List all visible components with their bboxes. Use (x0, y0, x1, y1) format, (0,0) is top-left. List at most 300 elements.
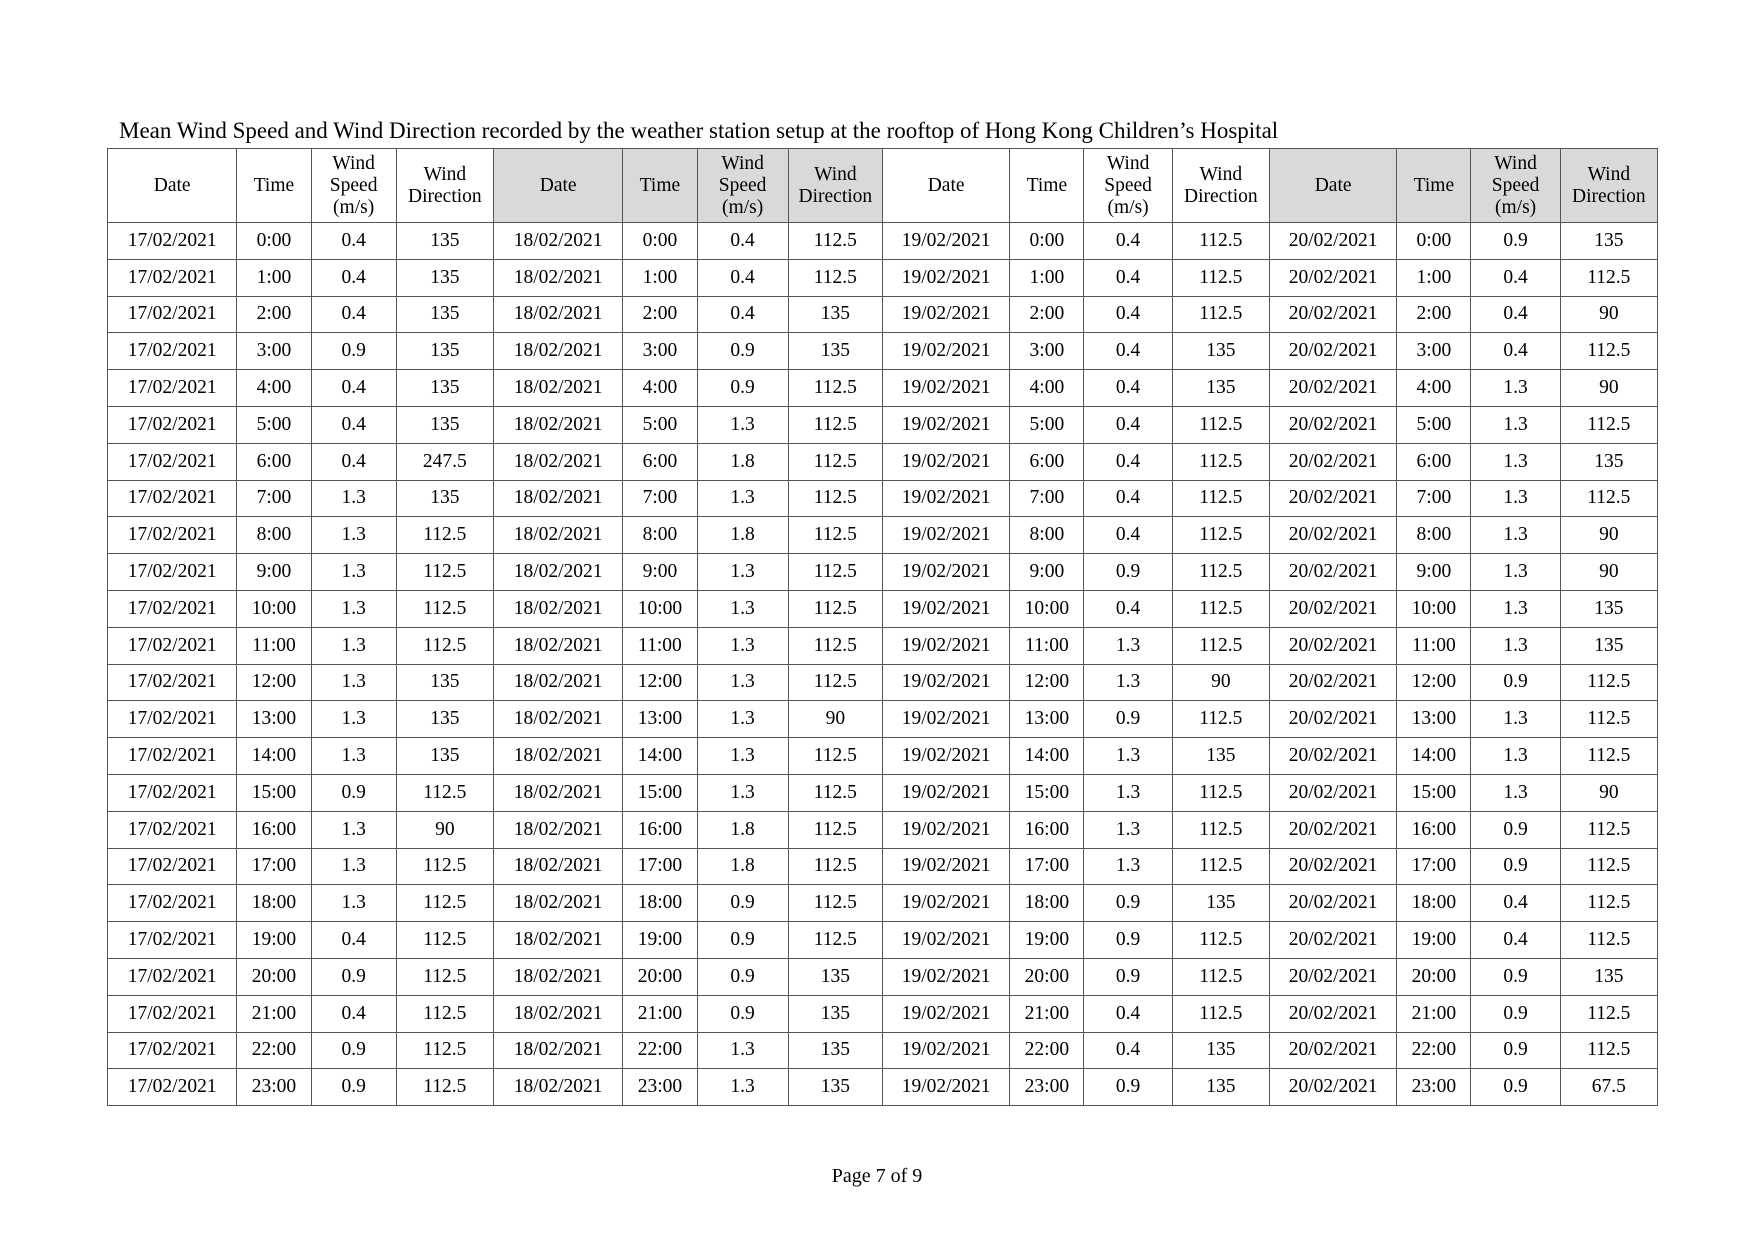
date-cell: 17/02/2021 (108, 1069, 237, 1106)
date-cell: 18/02/2021 (493, 958, 622, 995)
date-cell: 17/02/2021 (108, 701, 237, 738)
date-cell: 17/02/2021 (108, 590, 237, 627)
date-cell: 19/02/2021 (882, 554, 1009, 591)
wind-direction-cell: 112.5 (788, 443, 882, 480)
date-cell: 18/02/2021 (493, 480, 622, 517)
date-cell: 18/02/2021 (493, 333, 622, 370)
wind-speed-cell: 1.3 (697, 627, 788, 664)
time-cell: 7:00 (623, 480, 697, 517)
time-cell: 22:00 (1397, 1032, 1471, 1069)
wind-direction-cell: 112.5 (1172, 811, 1269, 848)
table-row (108, 296, 1658, 333)
wind-speed-cell: 0.9 (1471, 811, 1560, 848)
wind-direction-cell: 135 (396, 370, 493, 407)
time-cell: 17:00 (237, 848, 311, 885)
table-row (108, 627, 1658, 664)
time-cell: 18:00 (237, 885, 311, 922)
table-row (108, 848, 1658, 885)
wind-direction-cell: 135 (396, 701, 493, 738)
wind-speed-cell: 0.9 (1471, 1069, 1560, 1106)
wind-speed-cell: 1.3 (1084, 774, 1172, 811)
date-cell: 19/02/2021 (882, 333, 1009, 370)
date-cell: 20/02/2021 (1269, 1069, 1396, 1106)
wind-direction-cell: 112.5 (1560, 664, 1657, 701)
wind-direction-cell: 112.5 (1172, 443, 1269, 480)
date-cell: 20/02/2021 (1269, 333, 1396, 370)
wind-direction-header: Wind Direction (1560, 149, 1657, 223)
time-cell: 0:00 (1397, 223, 1471, 260)
date-cell: 17/02/2021 (108, 517, 237, 554)
wind-speed-cell: 1.3 (311, 885, 396, 922)
wind-speed-cell: 1.3 (1084, 811, 1172, 848)
page-number: Page 7 of 9 (831, 1165, 923, 1187)
wind-speed-cell: 0.9 (697, 922, 788, 959)
date-cell: 17/02/2021 (108, 922, 237, 959)
wind-direction-cell: 135 (1172, 370, 1269, 407)
wind-direction-cell: 112.5 (396, 627, 493, 664)
table-row (108, 1032, 1658, 1069)
wind-speed-header: Wind Speed (m/s) (311, 149, 396, 223)
wind-direction-cell: 135 (396, 664, 493, 701)
date-cell: 19/02/2021 (882, 701, 1009, 738)
time-cell: 7:00 (237, 480, 311, 517)
wind-direction-cell: 112.5 (396, 848, 493, 885)
wind-direction-cell: 135 (1560, 443, 1657, 480)
date-cell: 17/02/2021 (108, 958, 237, 995)
time-cell: 9:00 (623, 554, 697, 591)
wind-direction-cell: 112.5 (788, 811, 882, 848)
table-row (108, 406, 1658, 443)
time-cell: 10:00 (1397, 590, 1471, 627)
wind-direction-cell: 112.5 (1172, 701, 1269, 738)
time-header: Time (623, 149, 697, 223)
wind-speed-cell: 1.3 (1471, 701, 1560, 738)
date-cell: 18/02/2021 (493, 517, 622, 554)
wind-direction-cell: 112.5 (396, 554, 493, 591)
date-cell: 20/02/2021 (1269, 370, 1396, 407)
wind-speed-cell: 0.9 (311, 774, 396, 811)
time-cell: 11:00 (237, 627, 311, 664)
wind-speed-cell: 1.3 (311, 664, 396, 701)
date-cell: 19/02/2021 (882, 664, 1009, 701)
wind-direction-cell: 112.5 (1560, 738, 1657, 775)
wind-direction-cell: 112.5 (1172, 958, 1269, 995)
wind-speed-cell: 0.9 (311, 1069, 396, 1106)
time-cell: 15:00 (1010, 774, 1084, 811)
wind-speed-cell: 1.3 (697, 738, 788, 775)
table-row (108, 517, 1658, 554)
wind-direction-cell: 135 (1172, 885, 1269, 922)
date-cell: 20/02/2021 (1269, 811, 1396, 848)
time-cell: 9:00 (237, 554, 311, 591)
table-row (108, 1069, 1658, 1106)
table-row (108, 664, 1658, 701)
date-cell: 19/02/2021 (882, 406, 1009, 443)
wind-direction-cell: 112.5 (1172, 922, 1269, 959)
wind-direction-cell: 90 (1560, 370, 1657, 407)
wind-speed-cell: 0.4 (1471, 296, 1560, 333)
wind-speed-cell: 0.9 (1471, 664, 1560, 701)
wind-speed-cell: 0.9 (697, 333, 788, 370)
date-cell: 17/02/2021 (108, 370, 237, 407)
time-cell: 4:00 (623, 370, 697, 407)
wind-speed-cell: 0.4 (1084, 1032, 1172, 1069)
wind-speed-cell: 0.4 (311, 370, 396, 407)
table-row (108, 333, 1658, 370)
time-cell: 9:00 (1397, 554, 1471, 591)
date-cell: 19/02/2021 (882, 848, 1009, 885)
wind-speed-cell: 1.3 (697, 554, 788, 591)
time-cell: 5:00 (1010, 406, 1084, 443)
time-cell: 19:00 (1397, 922, 1471, 959)
wind-speed-cell: 0.4 (1084, 333, 1172, 370)
wind-speed-cell: 1.3 (1471, 480, 1560, 517)
wind-speed-cell: 0.4 (311, 259, 396, 296)
date-cell: 17/02/2021 (108, 480, 237, 517)
date-cell: 19/02/2021 (882, 1032, 1009, 1069)
wind-speed-cell: 1.3 (697, 664, 788, 701)
wind-direction-cell: 135 (1560, 223, 1657, 260)
time-cell: 23:00 (1010, 1069, 1084, 1106)
time-cell: 18:00 (1397, 885, 1471, 922)
wind-direction-cell: 135 (396, 296, 493, 333)
wind-data-table (107, 148, 1658, 1106)
date-cell: 20/02/2021 (1269, 958, 1396, 995)
date-cell: 18/02/2021 (493, 664, 622, 701)
date-cell: 19/02/2021 (882, 774, 1009, 811)
wind-speed-cell: 0.9 (1471, 958, 1560, 995)
wind-speed-cell: 0.4 (1084, 406, 1172, 443)
date-cell: 19/02/2021 (882, 480, 1009, 517)
wind-speed-cell: 1.3 (697, 701, 788, 738)
wind-direction-cell: 135 (788, 1069, 882, 1106)
time-cell: 20:00 (237, 958, 311, 995)
date-cell: 18/02/2021 (493, 223, 622, 260)
table-row (108, 811, 1658, 848)
wind-direction-cell: 135 (396, 259, 493, 296)
wind-speed-cell: 1.8 (697, 517, 788, 554)
table-body (108, 223, 1658, 1106)
time-cell: 11:00 (623, 627, 697, 664)
date-cell: 17/02/2021 (108, 738, 237, 775)
wind-speed-cell: 0.4 (1084, 296, 1172, 333)
wind-speed-cell: 0.9 (1084, 885, 1172, 922)
wind-speed-cell: 1.3 (1471, 517, 1560, 554)
time-cell: 12:00 (623, 664, 697, 701)
date-cell: 18/02/2021 (493, 701, 622, 738)
date-cell: 20/02/2021 (1269, 922, 1396, 959)
wind-direction-cell: 112.5 (788, 774, 882, 811)
date-cell: 19/02/2021 (882, 517, 1009, 554)
date-cell: 18/02/2021 (493, 554, 622, 591)
time-cell: 9:00 (1010, 554, 1084, 591)
wind-speed-cell: 0.9 (1471, 995, 1560, 1032)
wind-speed-cell: 0.4 (311, 223, 396, 260)
time-cell: 19:00 (237, 922, 311, 959)
table-row (108, 480, 1658, 517)
time-header: Time (1397, 149, 1471, 223)
date-cell: 17/02/2021 (108, 259, 237, 296)
date-cell: 17/02/2021 (108, 995, 237, 1032)
wind-speed-cell: 0.4 (697, 296, 788, 333)
time-cell: 13:00 (237, 701, 311, 738)
wind-direction-cell: 247.5 (396, 443, 493, 480)
date-header: Date (882, 149, 1009, 223)
wind-direction-cell: 112.5 (788, 627, 882, 664)
time-cell: 22:00 (623, 1032, 697, 1069)
time-cell: 23:00 (623, 1069, 697, 1106)
time-cell: 15:00 (623, 774, 697, 811)
date-cell: 17/02/2021 (108, 296, 237, 333)
wind-direction-cell: 112.5 (396, 958, 493, 995)
wind-speed-cell: 1.8 (697, 811, 788, 848)
wind-direction-cell: 112.5 (1172, 259, 1269, 296)
table-row (108, 223, 1658, 260)
wind-speed-cell: 0.4 (1471, 922, 1560, 959)
wind-direction-cell: 112.5 (788, 738, 882, 775)
wind-speed-cell: 1.3 (697, 406, 788, 443)
time-cell: 0:00 (1010, 223, 1084, 260)
wind-direction-cell: 135 (396, 480, 493, 517)
time-cell: 15:00 (237, 774, 311, 811)
table-row (108, 554, 1658, 591)
wind-direction-cell: 112.5 (788, 259, 882, 296)
date-cell: 18/02/2021 (493, 627, 622, 664)
date-cell: 20/02/2021 (1269, 223, 1396, 260)
time-cell: 7:00 (1010, 480, 1084, 517)
date-cell: 17/02/2021 (108, 774, 237, 811)
wind-direction-cell: 112.5 (1172, 296, 1269, 333)
wind-direction-cell: 90 (1560, 774, 1657, 811)
time-cell: 0:00 (237, 223, 311, 260)
wind-direction-cell: 112.5 (788, 406, 882, 443)
date-cell: 19/02/2021 (882, 922, 1009, 959)
wind-direction-cell: 135 (396, 406, 493, 443)
time-cell: 8:00 (1010, 517, 1084, 554)
wind-speed-cell: 1.3 (697, 480, 788, 517)
time-cell: 18:00 (623, 885, 697, 922)
time-cell: 4:00 (1010, 370, 1084, 407)
wind-direction-cell: 135 (396, 333, 493, 370)
wind-speed-cell: 1.3 (1471, 443, 1560, 480)
wind-speed-cell: 0.9 (1084, 554, 1172, 591)
time-cell: 12:00 (237, 664, 311, 701)
wind-direction-cell: 112.5 (396, 1069, 493, 1106)
time-cell: 13:00 (1010, 701, 1084, 738)
date-cell: 20/02/2021 (1269, 627, 1396, 664)
time-header: Time (237, 149, 311, 223)
date-cell: 20/02/2021 (1269, 1032, 1396, 1069)
wind-speed-cell: 1.3 (311, 738, 396, 775)
wind-speed-cell: 1.3 (1084, 664, 1172, 701)
date-cell: 17/02/2021 (108, 406, 237, 443)
time-cell: 19:00 (1010, 922, 1084, 959)
wind-speed-cell: 0.4 (1084, 517, 1172, 554)
time-cell: 20:00 (1397, 958, 1471, 995)
time-cell: 20:00 (623, 958, 697, 995)
wind-direction-cell: 112.5 (788, 590, 882, 627)
time-cell: 6:00 (1397, 443, 1471, 480)
date-cell: 20/02/2021 (1269, 848, 1396, 885)
time-cell: 1:00 (1010, 259, 1084, 296)
date-cell: 18/02/2021 (493, 885, 622, 922)
wind-speed-cell: 0.9 (1084, 701, 1172, 738)
wind-direction-header: Wind Direction (788, 149, 882, 223)
time-cell: 10:00 (623, 590, 697, 627)
wind-direction-cell: 112.5 (788, 517, 882, 554)
time-cell: 13:00 (1397, 701, 1471, 738)
wind-speed-cell: 0.4 (1084, 995, 1172, 1032)
time-cell: 16:00 (1397, 811, 1471, 848)
time-cell: 8:00 (623, 517, 697, 554)
date-cell: 20/02/2021 (1269, 701, 1396, 738)
time-cell: 4:00 (237, 370, 311, 407)
wind-direction-cell: 112.5 (1560, 333, 1657, 370)
date-cell: 17/02/2021 (108, 627, 237, 664)
wind-speed-cell: 1.8 (697, 848, 788, 885)
wind-speed-cell: 1.3 (1471, 738, 1560, 775)
date-cell: 17/02/2021 (108, 333, 237, 370)
wind-direction-cell: 112.5 (396, 995, 493, 1032)
time-cell: 23:00 (1397, 1069, 1471, 1106)
time-cell: 6:00 (623, 443, 697, 480)
date-cell: 20/02/2021 (1269, 590, 1396, 627)
table-row (108, 738, 1658, 775)
wind-direction-cell: 112.5 (396, 517, 493, 554)
wind-speed-cell: 1.3 (697, 1069, 788, 1106)
wind-speed-cell: 0.9 (1084, 922, 1172, 959)
time-cell: 12:00 (1010, 664, 1084, 701)
date-cell: 17/02/2021 (108, 664, 237, 701)
wind-direction-cell: 135 (1172, 738, 1269, 775)
date-cell: 17/02/2021 (108, 885, 237, 922)
wind-direction-cell: 135 (788, 958, 882, 995)
wind-speed-cell: 1.3 (311, 554, 396, 591)
table-caption: Mean Wind Speed and Wind Direction recorded by the weather station setup at the rooftop of Hong Kong Children’s Hospital (119, 118, 1279, 143)
table-row (108, 958, 1658, 995)
date-cell: 20/02/2021 (1269, 480, 1396, 517)
date-cell: 18/02/2021 (493, 370, 622, 407)
wind-direction-cell: 135 (1560, 590, 1657, 627)
wind-speed-cell: 0.4 (697, 259, 788, 296)
wind-speed-cell: 0.9 (311, 333, 396, 370)
wind-direction-cell: 112.5 (1560, 811, 1657, 848)
wind-direction-cell: 112.5 (1560, 995, 1657, 1032)
wind-speed-cell: 1.3 (1084, 738, 1172, 775)
wind-speed-cell: 0.4 (311, 443, 396, 480)
wind-speed-cell: 0.9 (697, 958, 788, 995)
wind-speed-cell: 0.4 (311, 995, 396, 1032)
wind-direction-cell: 90 (1560, 296, 1657, 333)
date-cell: 19/02/2021 (882, 958, 1009, 995)
wind-speed-cell: 1.3 (1471, 774, 1560, 811)
wind-direction-cell: 112.5 (788, 480, 882, 517)
wind-speed-cell: 0.4 (1471, 259, 1560, 296)
date-cell: 19/02/2021 (882, 296, 1009, 333)
time-cell: 23:00 (237, 1069, 311, 1106)
date-cell: 17/02/2021 (108, 554, 237, 591)
time-cell: 14:00 (1010, 738, 1084, 775)
wind-direction-cell: 135 (1560, 627, 1657, 664)
wind-speed-cell: 1.3 (311, 590, 396, 627)
time-cell: 2:00 (623, 296, 697, 333)
time-cell: 11:00 (1010, 627, 1084, 664)
wind-direction-cell: 90 (396, 811, 493, 848)
wind-speed-cell: 1.3 (311, 480, 396, 517)
wind-speed-cell: 0.4 (311, 406, 396, 443)
date-cell: 18/02/2021 (493, 848, 622, 885)
wind-direction-cell: 112.5 (788, 922, 882, 959)
wind-speed-cell: 0.4 (697, 223, 788, 260)
wind-direction-cell: 112.5 (1560, 922, 1657, 959)
wind-direction-cell: 112.5 (1560, 701, 1657, 738)
table-row (108, 370, 1658, 407)
date-cell: 19/02/2021 (882, 259, 1009, 296)
date-cell: 18/02/2021 (493, 1032, 622, 1069)
wind-speed-cell: 0.4 (1471, 333, 1560, 370)
wind-speed-header: Wind Speed (m/s) (1471, 149, 1560, 223)
time-cell: 1:00 (237, 259, 311, 296)
table-row (108, 443, 1658, 480)
time-cell: 18:00 (1010, 885, 1084, 922)
wind-direction-cell: 112.5 (1172, 774, 1269, 811)
wind-direction-cell: 135 (788, 995, 882, 1032)
date-cell: 17/02/2021 (108, 443, 237, 480)
date-cell: 17/02/2021 (108, 1032, 237, 1069)
time-cell: 6:00 (1010, 443, 1084, 480)
time-cell: 21:00 (623, 995, 697, 1032)
time-cell: 2:00 (237, 296, 311, 333)
date-cell: 19/02/2021 (882, 443, 1009, 480)
date-cell: 20/02/2021 (1269, 995, 1396, 1032)
wind-direction-cell: 112.5 (396, 885, 493, 922)
wind-direction-cell: 67.5 (1560, 1069, 1657, 1106)
wind-direction-cell: 135 (788, 296, 882, 333)
wind-direction-cell: 135 (1172, 1032, 1269, 1069)
date-cell: 18/02/2021 (493, 590, 622, 627)
wind-direction-cell: 112.5 (788, 885, 882, 922)
wind-direction-cell: 112.5 (788, 664, 882, 701)
wind-direction-header: Wind Direction (1172, 149, 1269, 223)
wind-speed-cell: 1.3 (1084, 848, 1172, 885)
time-cell: 6:00 (237, 443, 311, 480)
wind-speed-cell: 0.4 (1084, 443, 1172, 480)
time-cell: 17:00 (623, 848, 697, 885)
date-header: Date (108, 149, 237, 223)
wind-direction-cell: 112.5 (1560, 885, 1657, 922)
wind-direction-cell: 112.5 (396, 590, 493, 627)
time-cell: 20:00 (1010, 958, 1084, 995)
wind-direction-cell: 112.5 (788, 848, 882, 885)
wind-direction-cell: 112.5 (1560, 259, 1657, 296)
date-cell: 18/02/2021 (493, 1069, 622, 1106)
wind-speed-cell: 0.9 (697, 885, 788, 922)
wind-speed-cell: 0.4 (1084, 223, 1172, 260)
date-cell: 18/02/2021 (493, 406, 622, 443)
time-cell: 13:00 (623, 701, 697, 738)
time-cell: 12:00 (1397, 664, 1471, 701)
table-row (108, 922, 1658, 959)
time-cell: 1:00 (1397, 259, 1471, 296)
time-cell: 19:00 (623, 922, 697, 959)
time-cell: 4:00 (1397, 370, 1471, 407)
date-cell: 17/02/2021 (108, 223, 237, 260)
time-cell: 3:00 (237, 333, 311, 370)
date-cell: 19/02/2021 (882, 590, 1009, 627)
wind-direction-cell: 112.5 (1172, 406, 1269, 443)
date-cell: 20/02/2021 (1269, 885, 1396, 922)
wind-speed-cell: 1.3 (1471, 406, 1560, 443)
